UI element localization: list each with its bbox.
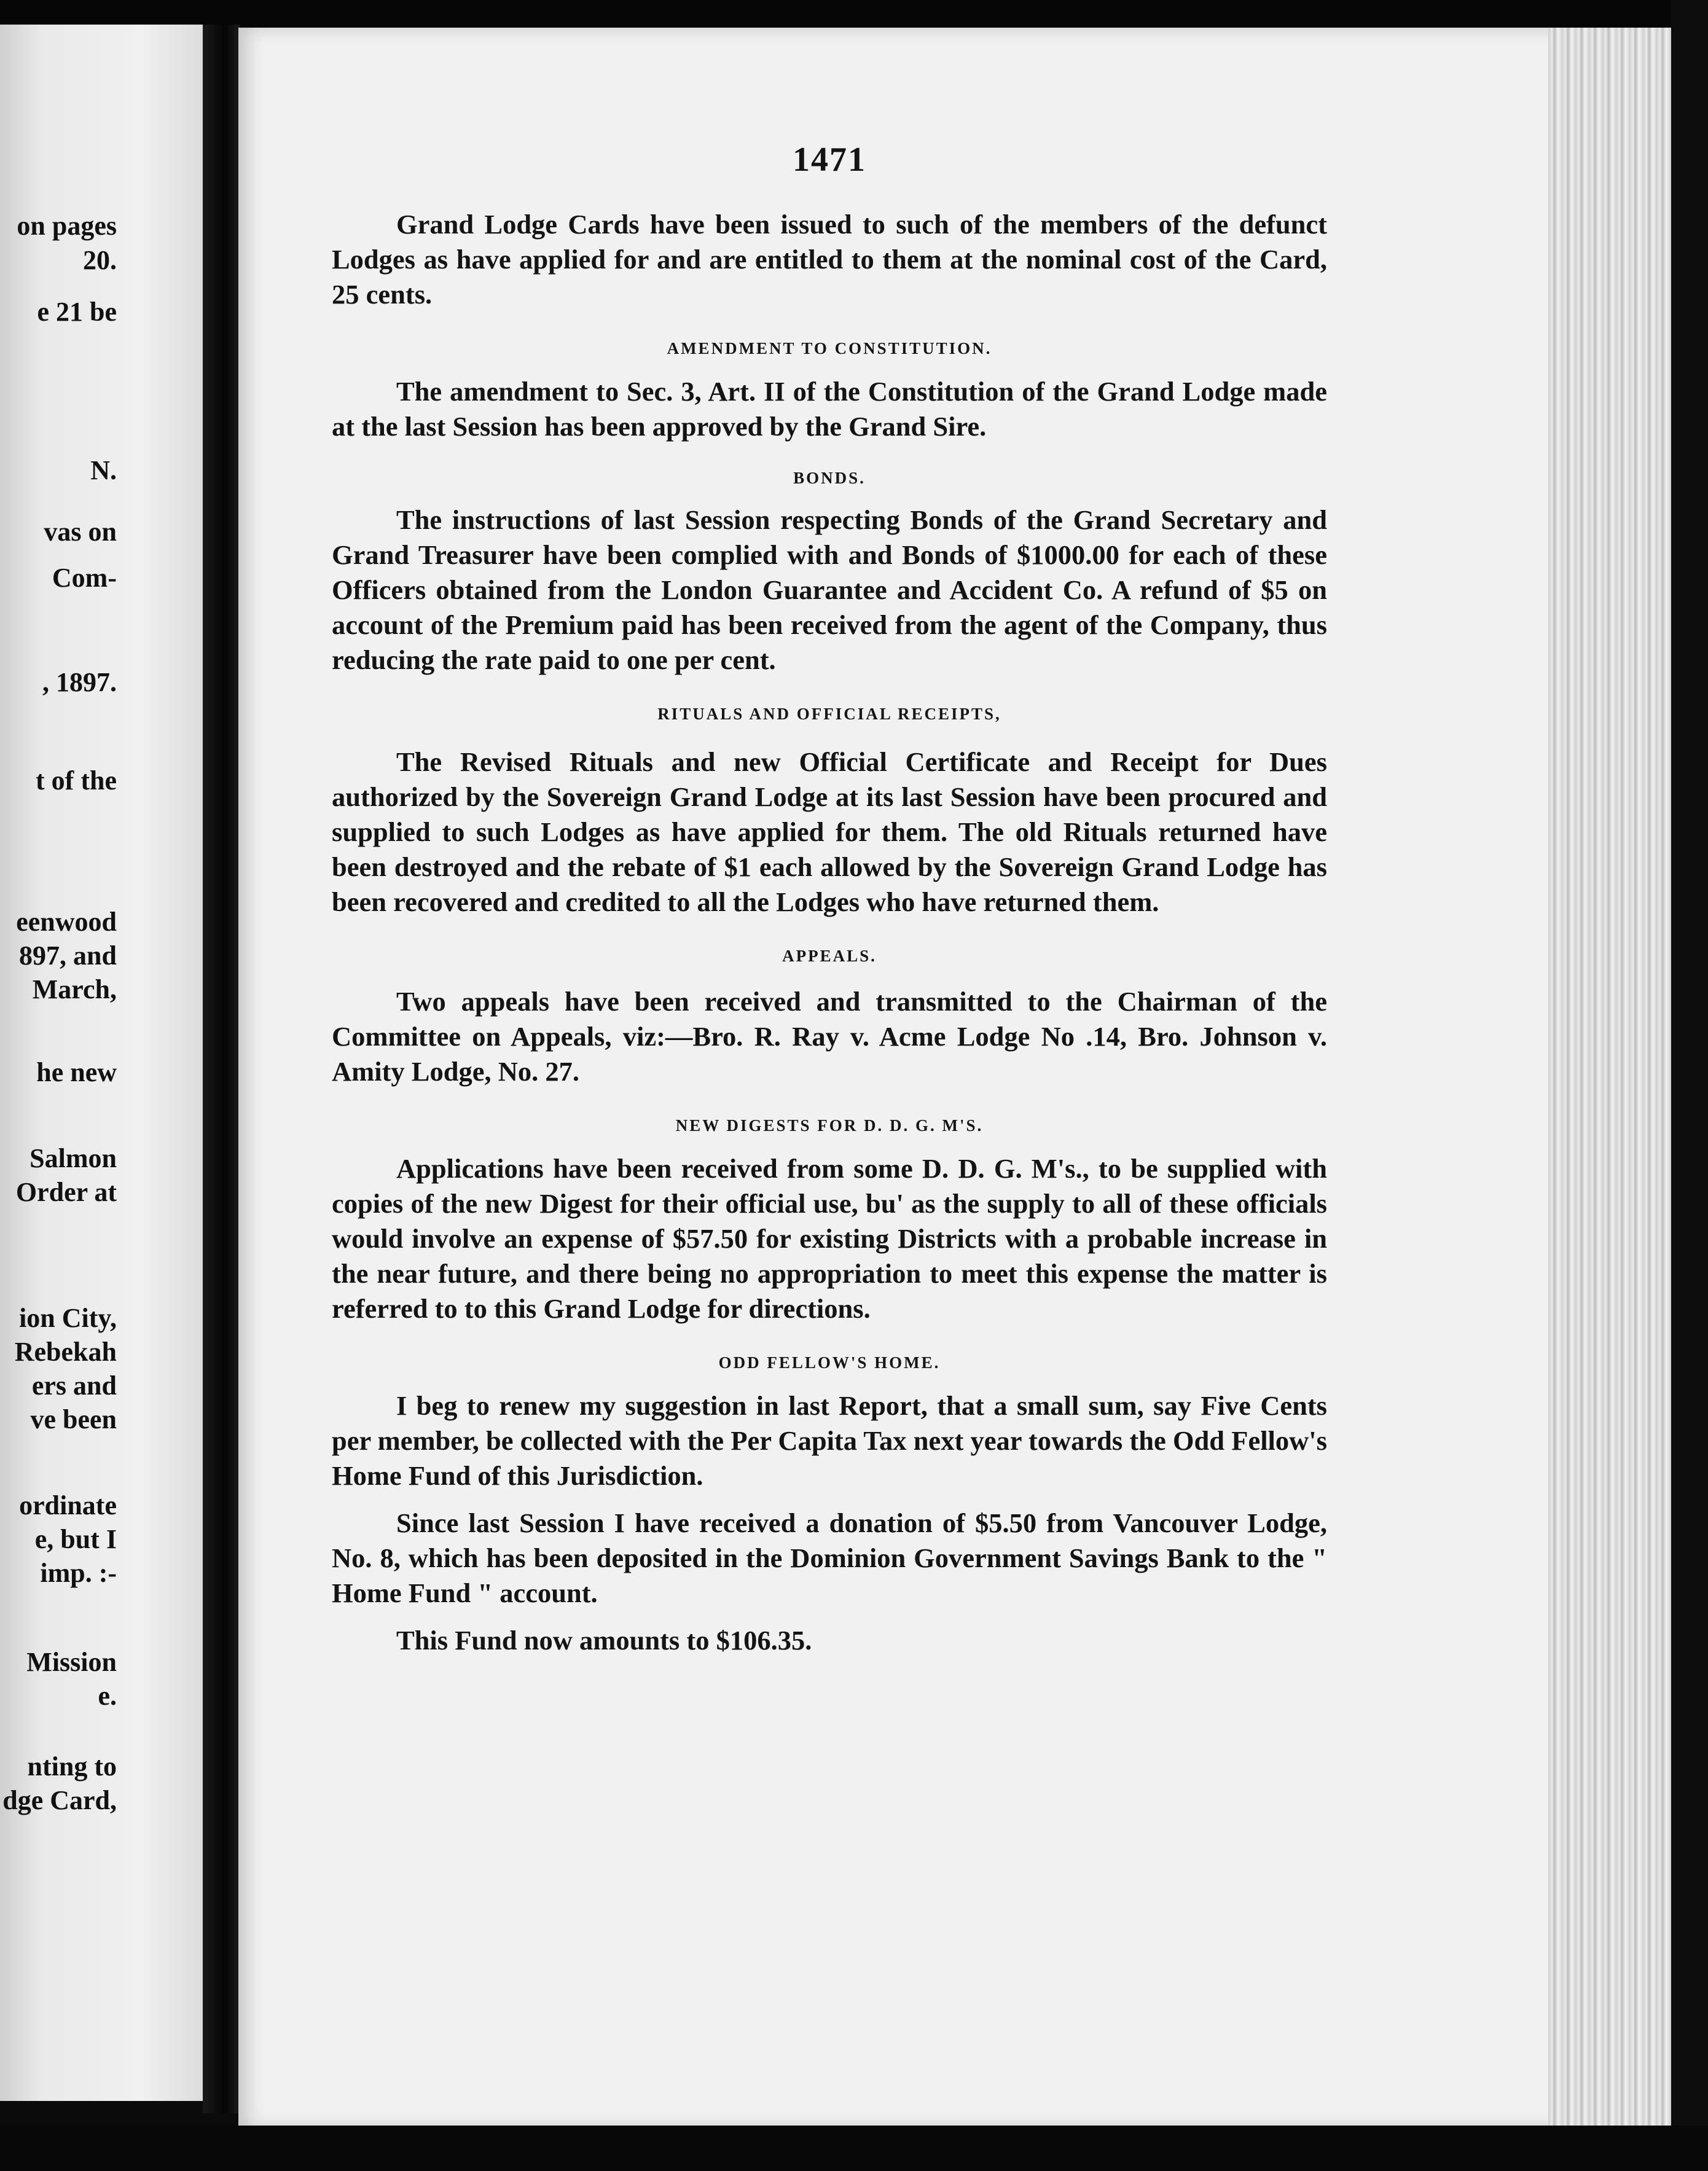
left-page-line: e 21 be: [37, 297, 117, 327]
left-page-line: Salmon: [29, 1143, 117, 1173]
scan-bottom-border: [0, 2126, 1708, 2171]
left-page-line: N.: [90, 455, 117, 485]
left-page-line: on pages: [17, 211, 117, 241]
left-page-line: e.: [98, 1681, 117, 1711]
paragraph-amendment: The amendment to Sec. 3, Art. II of the Constitution of the Grand Lodge made at the last Session has been approved by the Grand Sire.: [332, 376, 1327, 442]
heading-odd-fellows-home: ODD FELLOW'S HOME.: [718, 1353, 941, 1372]
left-page-line: Mission: [26, 1647, 117, 1677]
left-page-line: , 1897.: [42, 667, 117, 697]
scan-top-border: [0, 0, 1708, 29]
left-page-line: ordinate: [19, 1490, 117, 1520]
left-page-line: he new: [36, 1057, 117, 1087]
left-page-line: Order at: [15, 1177, 117, 1207]
paragraph-new-digests: Applications have been received from some D. D. G. M's., to be supplied with copies of the new Digest for their official use, bu' as the supply to all of these officials would involve an expense of $57.50 for existing Districts with a probable increase in the near future, and there being no appropriation to meet this expense the matter is referred to to this Grand Lodge for directions.: [332, 1153, 1327, 1324]
heading-appeals: APPEALS.: [782, 947, 877, 965]
left-page-line: March,: [32, 974, 117, 1004]
scan-right-border: [1671, 0, 1708, 2171]
heading-amendment: AMENDMENT TO CONSTITUTION.: [667, 339, 992, 358]
page-edge-stack: [1548, 28, 1677, 2129]
paragraph-bonds: The instructions of last Session respecting Bonds of the Grand Secretary and Grand Treasurer have been complied with and Bonds of $1000.00 for each of these Officers obtained from the London Guarantee and Accident Co. A refund of $5 on account of the Premium paid has been received from the agent of the Company, thus reducing the rate paid to one per cent.: [332, 504, 1327, 675]
heading-bonds: BONDS.: [793, 469, 866, 487]
paragraph-grand-lodge-cards: Grand Lodge Cards have been issued to such of the members of the defunct Lodges as have applied for and are entitled to them at the nominal cost of the Card, 25 cents.: [332, 209, 1327, 310]
left-page-line: ve been: [30, 1404, 117, 1434]
left-page-line: 897, and: [19, 941, 117, 971]
paragraph-home-suggestion: I beg to renew my suggestion in last Report, that a small sum, say Five Cents per member, be collected with the Per Capita Tax next year towards the Odd Fellow's Home Fund of this Jurisdiction.: [332, 1390, 1327, 1491]
left-page-line: dge Card,: [2, 1785, 117, 1815]
left-page-line: imp. :-: [40, 1558, 117, 1588]
left-page-line: vas on: [44, 517, 117, 547]
paragraph-home-fund-total: This Fund now amounts to $106.35.: [396, 1625, 812, 1656]
left-page-fragment: [0, 25, 203, 2101]
left-page-line: 20.: [83, 245, 117, 275]
left-page-line: ion City,: [19, 1303, 117, 1333]
book-gutter: [203, 25, 240, 2113]
heading-new-digests: NEW DIGESTS FOR D. D. G. M'S.: [675, 1116, 984, 1135]
left-page-line: t of the: [36, 765, 117, 796]
left-page-line: Com-: [52, 563, 117, 593]
page-number: 1471: [793, 141, 866, 179]
page-text-column: [332, 138, 1327, 1658]
left-page-line: eenwood: [16, 907, 117, 937]
paragraph-rituals: The Revised Rituals and new Official Certificate and Receipt for Dues authorized by the Sovereign Grand Lodge at its last Session have been procured and supplied to such Lodges as have applied for them. The old Rituals returned have been destroyed and the rebate of $1 each allowed by the Sovereign Grand Lodge has been recovered and credited to all the Lodges who have returned them.: [332, 746, 1327, 917]
left-page-line: ers and: [31, 1371, 117, 1401]
left-page-line: e, but I: [34, 1524, 117, 1554]
left-page-line: Rebekah: [14, 1337, 117, 1367]
paragraph-home-donation: Since last Session I have received a donation of $5.50 from Vancouver Lodge, No. 8, which has been deposited in the Dominion Government Savings Bank to the " Home Fund " account.: [332, 1508, 1327, 1608]
heading-rituals: RITUALS AND OFFICIAL RECEIPTS,: [657, 705, 1001, 723]
left-page-line: nting to: [27, 1751, 117, 1782]
paragraph-appeals: Two appeals have been received and transmitted to the Chairman of the Committee on Appeals, viz:—Bro. R. Ray v. Acme Lodge No .14, Bro. Johnson v. Amity Lodge, No. 27.: [332, 986, 1327, 1087]
